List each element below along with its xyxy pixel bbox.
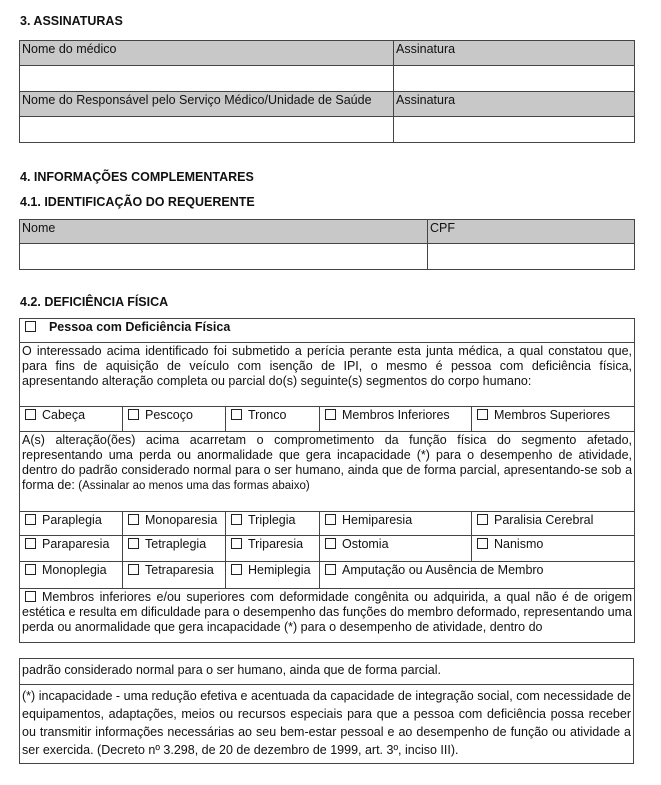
option-label: Tetraplegia <box>145 537 207 551</box>
form-option[interactable] <box>20 512 123 536</box>
option-label: Triplegia <box>248 513 296 527</box>
form-option[interactable] <box>320 512 472 536</box>
option-label: Paralisia Cerebral <box>494 513 594 527</box>
checkbox[interactable] <box>25 514 36 525</box>
segment-option[interactable] <box>123 407 226 432</box>
segment-option[interactable] <box>472 407 635 432</box>
checkbox[interactable] <box>231 564 242 575</box>
responsible-signature-field[interactable] <box>394 117 635 143</box>
option-label: Cabeça <box>42 408 86 422</box>
continuation-text: padrão considerado normal para o ser humano, ainda que de forma parcial. <box>19 658 634 685</box>
option-label: Nanismo <box>494 537 544 551</box>
checkbox[interactable] <box>231 538 242 549</box>
form-option[interactable] <box>123 512 226 536</box>
checkbox[interactable] <box>25 591 36 602</box>
form-option[interactable] <box>123 562 226 589</box>
consequence-note: (Assinalar ao menos uma das formas abaixo) <box>78 480 310 492</box>
option-label: Paraparesia <box>42 537 110 551</box>
checkbox[interactable] <box>477 409 488 420</box>
segment-option[interactable] <box>226 407 320 432</box>
physical-disability-heading: Pessoa com Deficiência Física <box>48 320 231 334</box>
section-4-title: 4. INFORMAÇÕES COMPLEMENTARES <box>20 170 254 184</box>
form-option[interactable] <box>226 512 320 536</box>
doctor-name-field[interactable] <box>20 66 394 92</box>
option-label: Monoplegia <box>42 563 107 577</box>
checkbox[interactable] <box>128 538 139 549</box>
signature-label: Assinatura <box>394 41 635 66</box>
form-option[interactable] <box>20 536 123 562</box>
checkbox[interactable] <box>325 564 336 575</box>
segment-option[interactable] <box>20 407 123 432</box>
form-option[interactable] <box>320 536 472 562</box>
option-label: Hemiplegia <box>248 563 311 577</box>
form-option[interactable] <box>226 562 320 589</box>
cpf-field[interactable] <box>428 244 635 270</box>
footnote-text: (*) incapacidade - uma redução efetiva e acentuada da capacidade de integração social, com necessidade de equipamentos, adaptações, meios ou recursos especiais para que a pessoa com deficiência possa receber ou transmitir informações necessárias ao seu bem-estar pessoal e ao desempenho de função ou atividade a ser exercida. (Decreto nº 3.298, de 20 de dezembro de 1999, art. 3º, inciso III). <box>19 684 634 764</box>
consequence-text <box>20 432 635 512</box>
checkbox[interactable] <box>25 564 36 575</box>
congenital-option <box>20 589 635 643</box>
option-label: Monoparesia <box>145 513 218 527</box>
physical-disability-table <box>19 318 635 643</box>
checkbox[interactable] <box>477 538 488 549</box>
section-4-1-title: 4.1. IDENTIFICAÇÃO DO REQUERENTE <box>20 195 255 209</box>
option-label: Hemiparesia <box>342 513 413 527</box>
segment-option[interactable] <box>320 407 472 432</box>
checkbox[interactable] <box>231 514 242 525</box>
option-label: Membros Inferiores <box>342 408 450 422</box>
form-option[interactable] <box>320 562 635 589</box>
checkbox[interactable] <box>325 409 336 420</box>
responsible-name-field[interactable] <box>20 117 394 143</box>
cpf-label: CPF <box>428 220 635 244</box>
option-label: Tetraparesia <box>145 563 214 577</box>
checkbox[interactable] <box>325 514 336 525</box>
name-label: Nome <box>20 220 428 244</box>
form-option[interactable] <box>20 562 123 589</box>
checkbox[interactable] <box>128 409 139 420</box>
option-label: Triparesia <box>248 537 304 551</box>
option-label: Paraplegia <box>42 513 102 527</box>
section-4-2-title: 4.2. DEFICIÊNCIA FÍSICA <box>20 295 169 309</box>
name-field[interactable] <box>20 244 428 270</box>
intro-text: O interessado acima identificado foi submetido a perícia perante esta junta médica, a qual constatou que, para fins de aquisição de veículo com isenção de IPI, o mesmo é pessoa com deficiência física, apresentando alteração completa ou parcial do(s) seguinte(s) segmentos do corpo humano: <box>20 343 635 407</box>
form-option[interactable] <box>226 536 320 562</box>
option-label: Membros Superiores <box>494 408 611 422</box>
form-option[interactable] <box>472 512 635 536</box>
checkbox[interactable] <box>231 409 242 420</box>
doctor-signature-field[interactable] <box>394 66 635 92</box>
checkbox[interactable] <box>477 514 488 525</box>
doctor-name-label: Nome do médico <box>20 41 394 66</box>
checkbox[interactable] <box>25 538 36 549</box>
checkbox[interactable] <box>25 321 36 332</box>
physical-disability-row <box>20 319 635 343</box>
form-option[interactable] <box>123 536 226 562</box>
form-option[interactable] <box>472 536 635 562</box>
signature-label: Assinatura <box>394 92 635 117</box>
section-3-title: 3. ASSINATURAS <box>20 14 123 28</box>
option-label: Pescoço <box>145 408 193 422</box>
applicant-table <box>19 219 635 270</box>
consequence-body: A(s) alteração(ões) acima acarretam o comprometimento da função física do segmento afetado, representando uma perda ou anormalidade que gera incapacidade (*) para o desempenho de atividade, dentro do padrão considerado normal para o ser humano, ainda que de forma parcial, apresentando-se sob a forma de: <box>22 433 633 492</box>
option-label: Ostomia <box>342 537 389 551</box>
checkbox[interactable] <box>128 514 139 525</box>
checkbox[interactable] <box>128 564 139 575</box>
option-label: Tronco <box>248 408 287 422</box>
checkbox[interactable] <box>25 409 36 420</box>
responsible-name-label: Nome do Responsável pelo Serviço Médico/Unidade de Saúde <box>20 92 394 117</box>
signatures-table <box>19 40 635 143</box>
option-label: Amputação ou Ausência de Membro <box>342 563 544 577</box>
checkbox[interactable] <box>325 538 336 549</box>
congenital-text: Membros inferiores e/ou superiores com deformidade congênita ou adquirida, a qual não é de origem estética e resulta em dificuldade para o desempenho das funções do membro deformado, representando uma perda ou anormalidade que gera incapacidade (*) para o desempenho de atividade, dentro do <box>22 590 633 634</box>
